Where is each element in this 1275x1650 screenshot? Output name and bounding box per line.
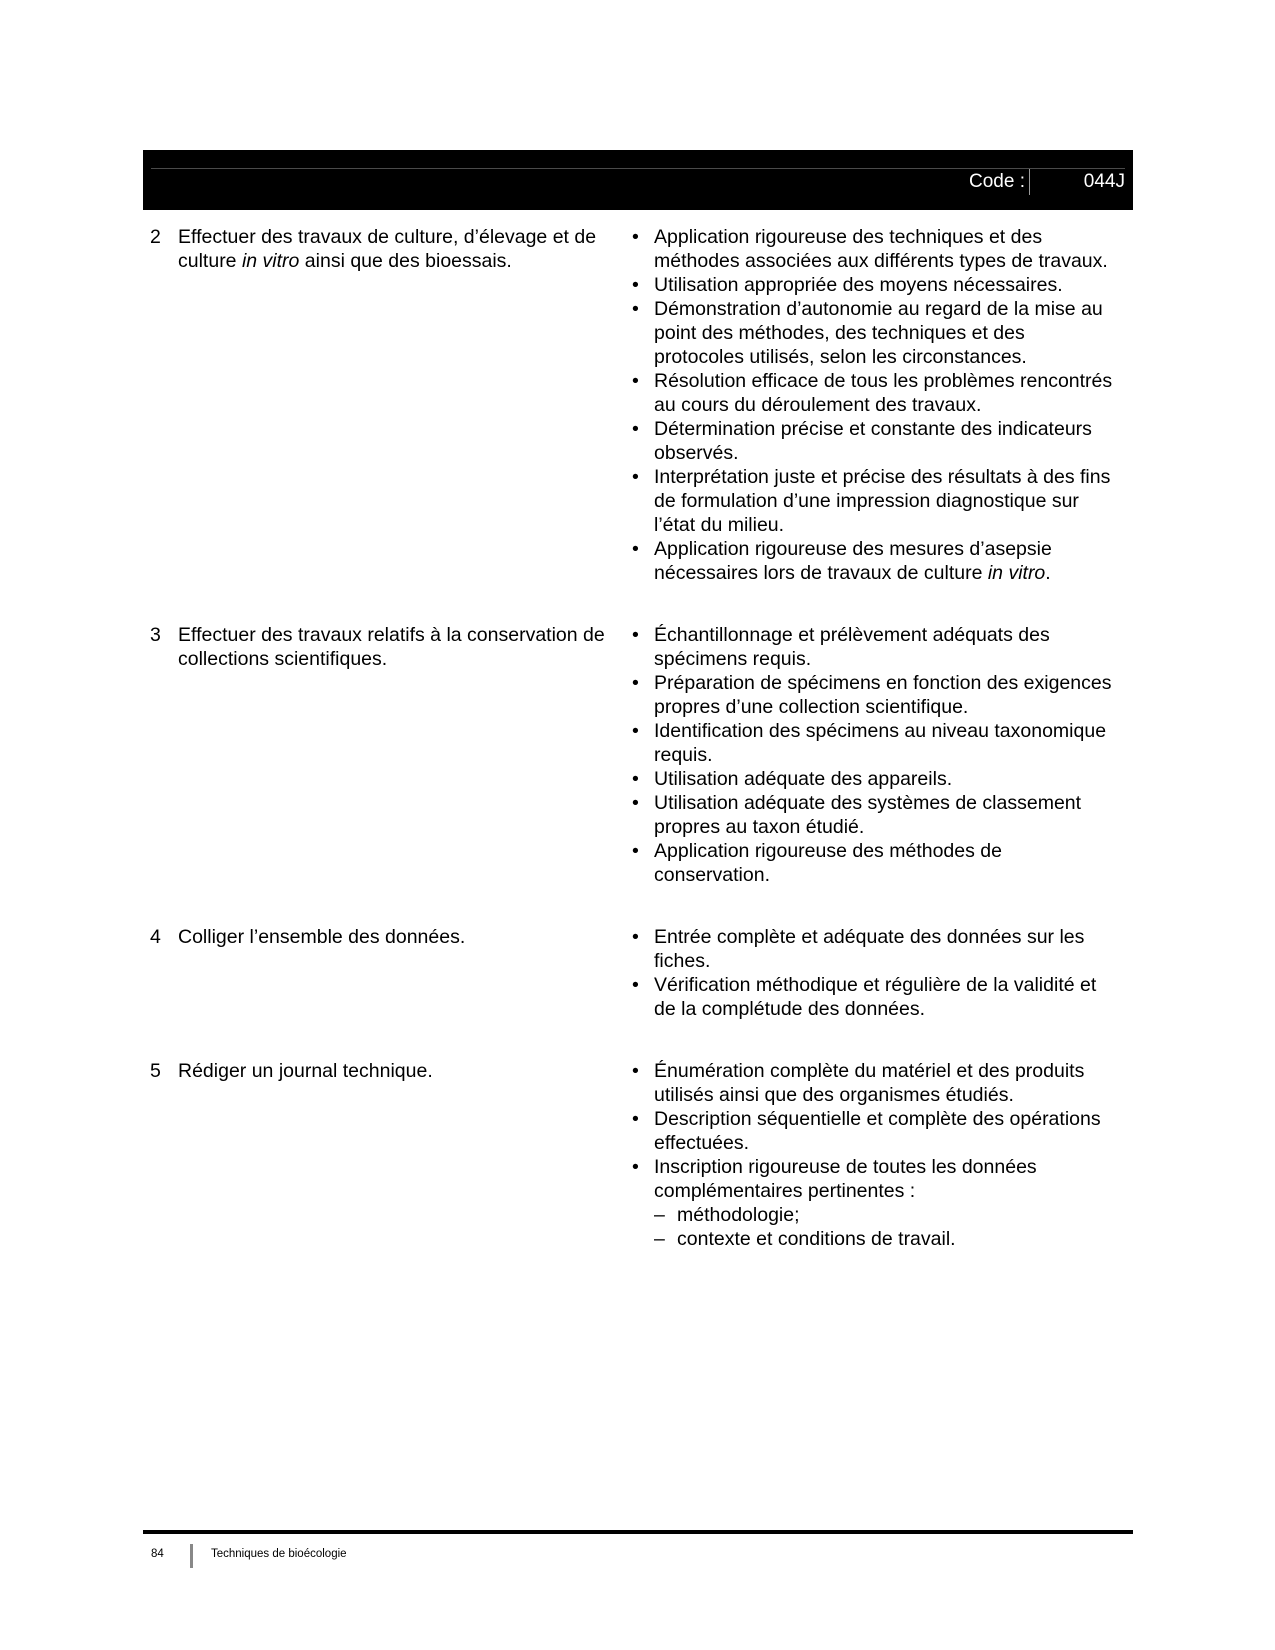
footer-rule [143,1530,1133,1534]
criterion-item: • Énumération complète du matériel et des produits utilisés ainsi que des organismes étudiés. [630,1059,1120,1107]
criterion-item: • Détermination précise et constante des indicateurs observés. [630,417,1120,465]
table-row [150,225,1140,585]
table-row [150,925,1140,1021]
criterion-item: • Application rigoureuse des mesures d’asepsie nécessaires lors de travaux de culture in vitro. [630,537,1120,585]
competency-table [150,225,1140,1289]
criteria-cell [630,925,1120,1021]
criterion-item: • Identification des spécimens au niveau taxonomique requis. [630,719,1120,767]
criterion-item: • Vérification méthodique et régulière de la validité et de la complétude des données. [630,973,1120,1021]
criterion-item: • Démonstration d’autonomie au regard de la mise au point des méthodes, des techniques et des protocoles utilisés, selon les circonstances. [630,297,1120,369]
criterion-item: • Inscription rigoureuse de toutes les données complémentaires pertinentes : – méthodologie; – contexte et conditions de travail. [630,1155,1120,1251]
criterion-item: • Utilisation appropriée des moyens nécessaires. [630,273,1120,297]
element-number: 4 [150,926,161,948]
page-number: 84 [151,1548,164,1560]
code-value: 044J [1083,171,1125,192]
criteria-cell [630,225,1120,585]
criterion-item: • Description séquentielle et complète des opérations effectuées. [630,1107,1120,1155]
criterion-item: • Utilisation adéquate des systèmes de classement propres au taxon étudié. [630,791,1120,839]
criterion-item: • Interprétation juste et précise des résultats à des fins de formulation d’une impression diagnostique sur l’état du milieu. [630,465,1120,537]
criterion-item: • Préparation de spécimens en fonction des exigences propres d’une collection scientifique. [630,671,1120,719]
element-cell [150,225,630,273]
table-row [150,623,1140,887]
criterion-item: • Application rigoureuse des techniques et des méthodes associées aux différents types de travaux. [630,225,1120,273]
element-cell [150,623,630,671]
sub-list [654,1203,1120,1251]
footer-separator [190,1544,193,1568]
table-row [150,1059,1140,1251]
criteria-cell [630,1059,1120,1251]
header-bar [143,150,1133,210]
criterion-item: • Utilisation adéquate des appareils. [630,767,1120,791]
element-text: Rédiger un journal technique. [178,1060,433,1082]
element-cell [150,925,630,949]
element-text: Effectuer des travaux relatifs à la conservation de collections scientifiques. [178,624,605,670]
element-cell [150,1059,630,1083]
element-number: 2 [150,226,161,248]
sub-item: – contexte et conditions de travail. [654,1227,1120,1251]
element-text: Colliger l’ensemble des données. [178,926,466,948]
code-label: Code : [969,169,1030,195]
footer-title: Techniques de bioécologie [211,1548,347,1560]
element-number: 5 [150,1060,161,1082]
criteria-cell [630,623,1120,887]
element-text: Effectuer des travaux de culture, d’élevage et de culture in vitro ainsi que des bioessais. [178,226,597,272]
element-number: 3 [150,624,161,646]
criterion-item: • Résolution efficace de tous les problèmes rencontrés au cours du déroulement des travaux. [630,369,1120,417]
criterion-item: • Application rigoureuse des méthodes de conservation. [630,839,1120,887]
criterion-item: • Échantillonnage et prélèvement adéquats des spécimens requis. [630,623,1120,671]
sub-item: – méthodologie; [654,1203,1120,1227]
criterion-item: • Entrée complète et adéquate des données sur les fiches. [630,925,1120,973]
